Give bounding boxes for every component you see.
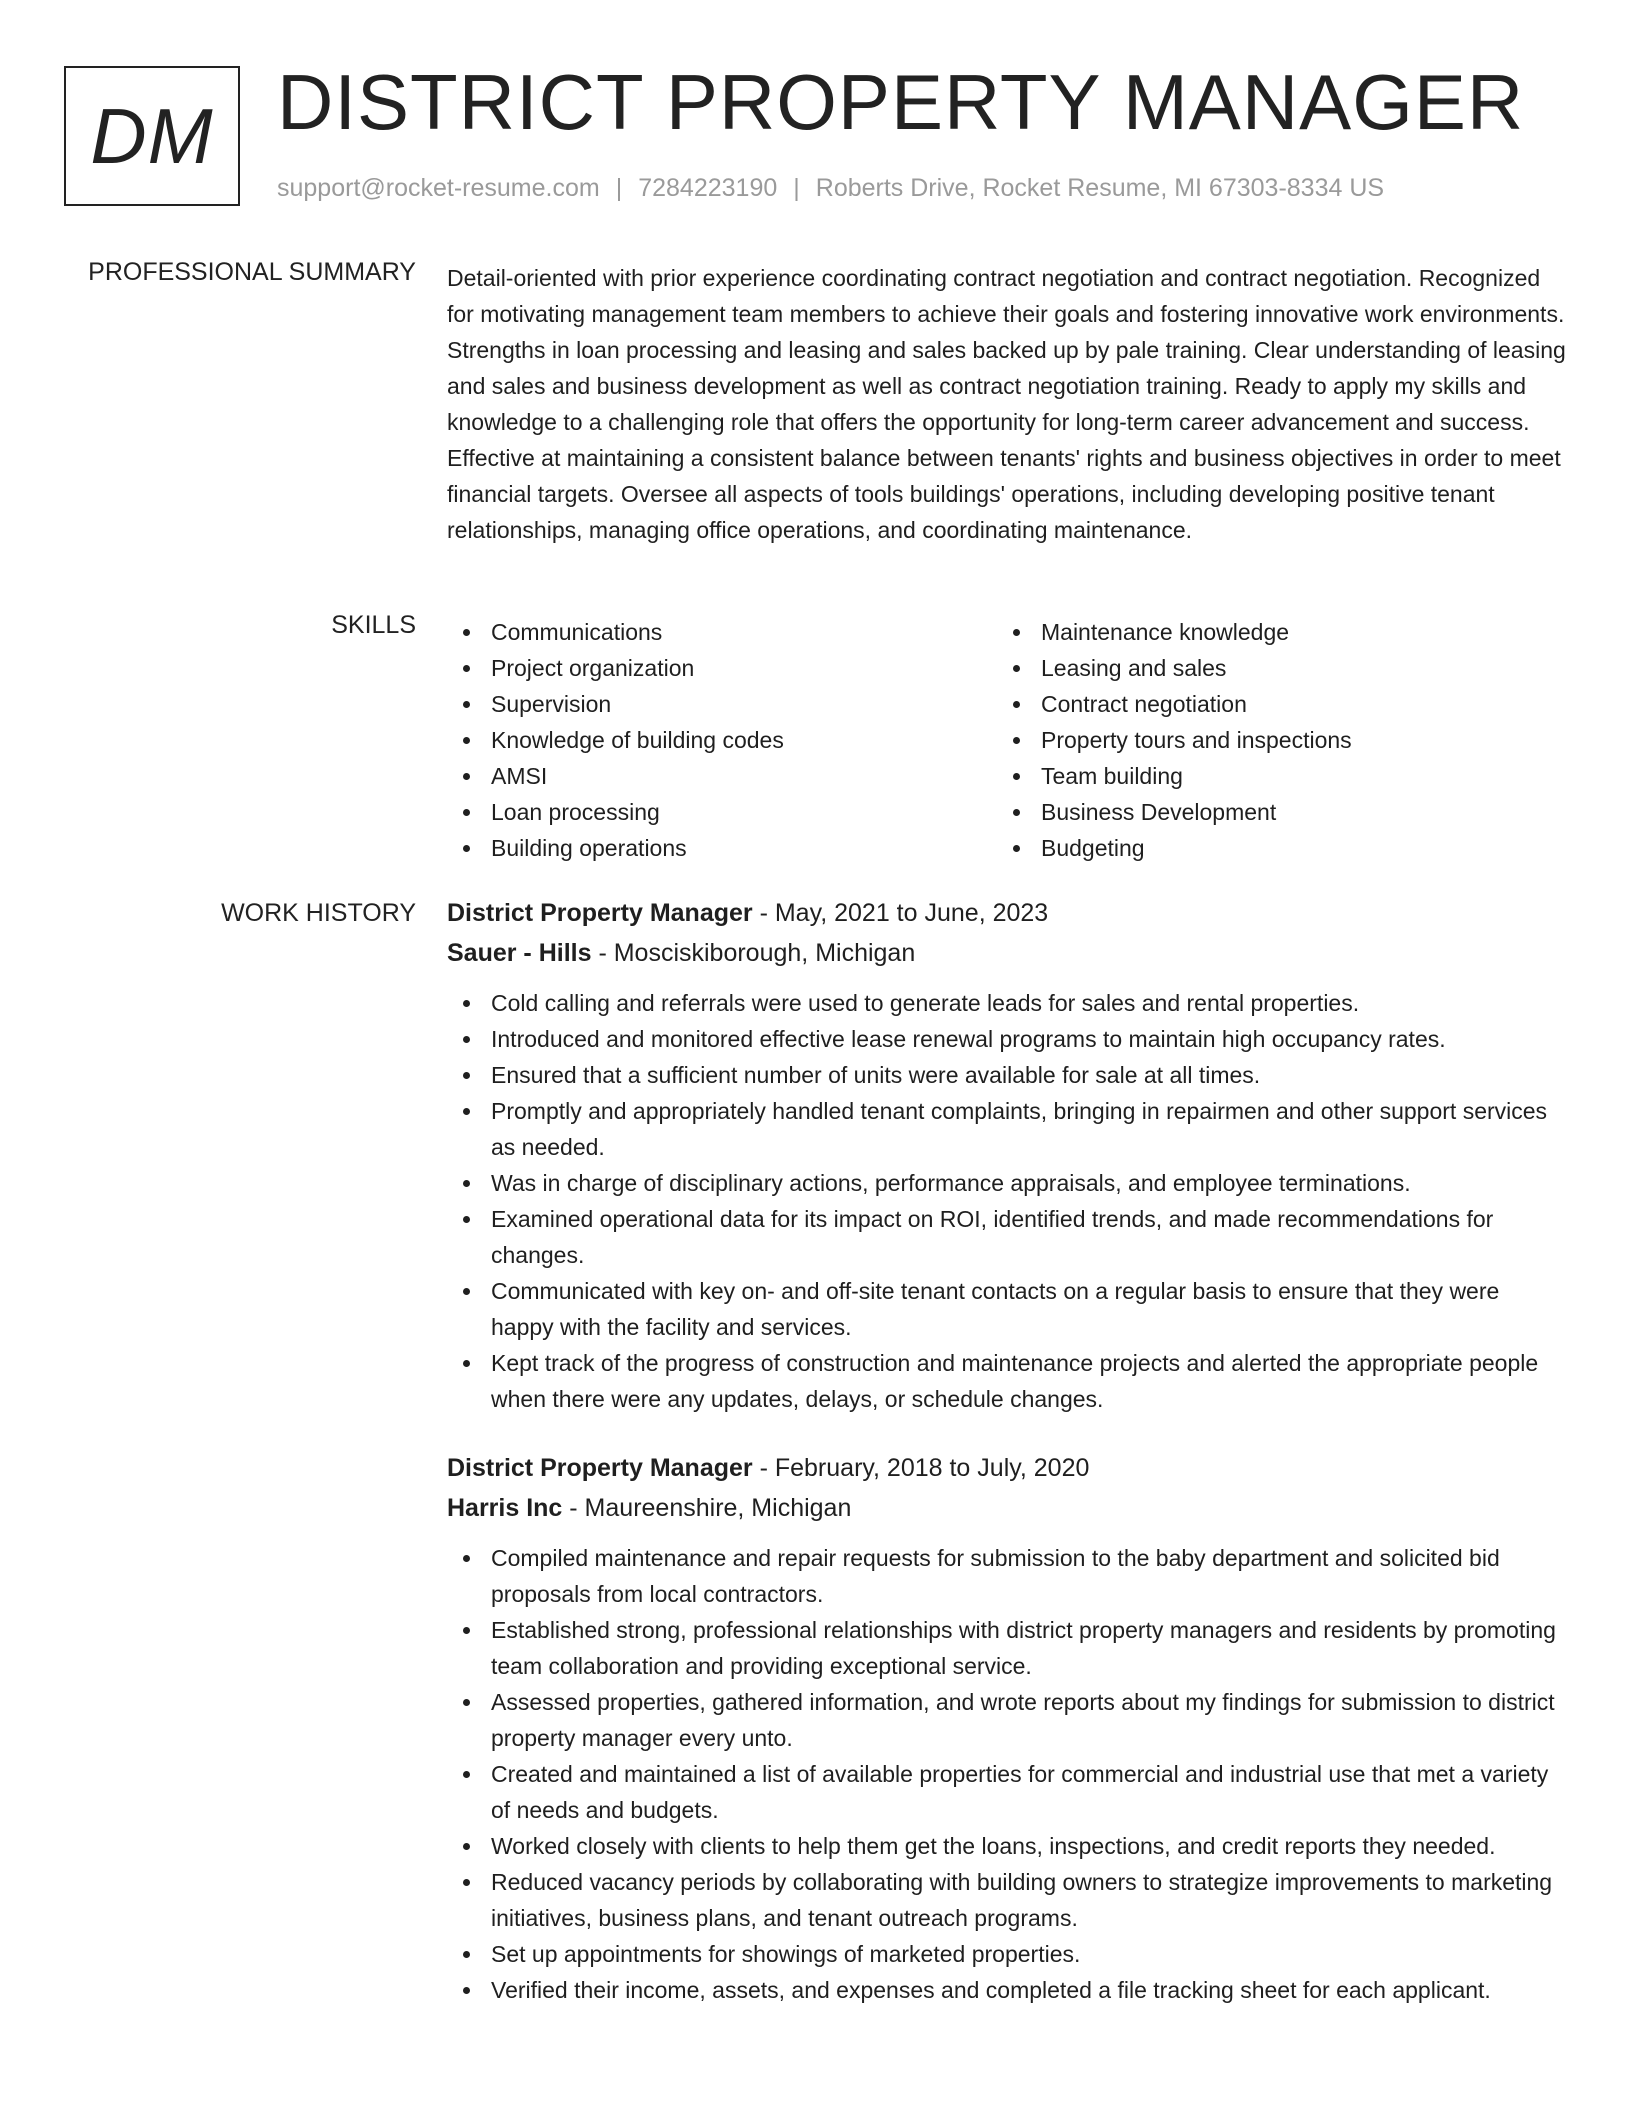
job-title: District Property Manager	[447, 1454, 753, 1482]
job-bullet: Compiled maintenance and repair requests for submission to the baby department and solicited bid proposals from local contractors.	[447, 1540, 1567, 1612]
job-bullet: Ensured that a sufficient number of units were available for sale at all times.	[447, 1057, 1567, 1093]
job-title-line	[447, 1448, 1567, 1488]
job-bullet: Reduced vacancy periods by collaborating with building owners to strategize improvements to marketing initiatives, business plans, and tenant outreach programs.	[447, 1864, 1567, 1936]
job-company: Sauer - Hills	[447, 939, 592, 967]
job-bullet: Assessed properties, gathered information, and wrote reports about my findings for submission to district property manager every unto.	[447, 1684, 1567, 1756]
section-label-skills: SKILLS	[331, 611, 416, 639]
skill-item: Knowledge of building codes	[447, 722, 997, 758]
job-bullets	[447, 1540, 1567, 2008]
job-company: Harris Inc	[447, 1494, 563, 1522]
contact-address: Roberts Drive, Rocket Resume, MI 67303-8334 US	[815, 174, 1385, 202]
skill-item: Budgeting	[997, 830, 1547, 866]
monogram-logo: DM	[64, 66, 240, 206]
job-title: District Property Manager	[447, 899, 753, 927]
skills-column-right	[997, 614, 1547, 866]
job-location: - Mosciskiborough, Michigan	[591, 939, 916, 967]
skill-item: Supervision	[447, 686, 997, 722]
skill-item: Building operations	[447, 830, 997, 866]
job-bullet: Established strong, professional relationships with district property managers and residents by promoting team collaboration and providing exceptional service.	[447, 1612, 1567, 1684]
skill-item: Business Development	[997, 794, 1547, 830]
summary-text: Detail-oriented with prior experience coordinating contract negotiation and contract negotiation. Recognized for motivating management team members to achieve their goals and fostering innovative work environments. Strengths in loan processing and leasing and sales backed up by pale training. Clear understanding of leasing and sales and business development as well as contract negotiation training. Ready to apply my skills and knowledge to a challenging role that offers the opportunity for long-term career advancement and success. Effective at maintaining a consistent balance between tenants' rights and business objectives in order to meet financial targets. Oversee all aspects of tools buildings' operations, including developing positive tenant relationships, managing office operations, and coordinating maintenance.	[447, 265, 1566, 543]
skill-item: Leasing and sales	[997, 650, 1547, 686]
job-bullet: Set up appointments for showings of marketed properties.	[447, 1936, 1567, 1972]
skill-item: Team building	[997, 758, 1547, 794]
job-bullet: Kept track of the progress of construction and maintenance projects and alerted the appropriate people when there were any updates, delays, or schedule changes.	[447, 1345, 1567, 1417]
skill-item: AMSI	[447, 758, 997, 794]
section-label-work-history: WORK HISTORY	[221, 899, 416, 927]
contact-separator: |	[793, 174, 800, 202]
job-entry	[447, 1448, 1567, 2008]
job-bullet: Was in charge of disciplinary actions, performance appraisals, and employee terminations.	[447, 1165, 1567, 1201]
job-bullet: Introduced and monitored effective lease renewal programs to maintain high occupancy rates.	[447, 1021, 1567, 1057]
section-label-summary: PROFESSIONAL SUMMARY	[88, 258, 416, 286]
skill-item: Loan processing	[447, 794, 997, 830]
job-title-line	[447, 893, 1567, 933]
job-bullet: Examined operational data for its impact on ROI, identified trends, and made recommendations for changes.	[447, 1201, 1567, 1273]
job-bullet: Promptly and appropriately handled tenant complaints, bringing in repairmen and other support services as needed.	[447, 1093, 1567, 1165]
skills-list	[447, 614, 1567, 866]
job-company-line	[447, 1488, 1567, 1528]
contact-phone: 7284223190	[638, 174, 778, 202]
job-entry	[447, 893, 1567, 1417]
skill-item: Communications	[447, 614, 997, 650]
job-bullet: Cold calling and referrals were used to generate leads for sales and rental properties.	[447, 985, 1567, 1021]
job-dates: - May, 2021 to June, 2023	[752, 899, 1049, 927]
job-dates: - February, 2018 to July, 2020	[752, 1454, 1090, 1482]
contact-separator: |	[615, 174, 623, 202]
job-bullet: Communicated with key on- and off-site tenant contacts on a regular basis to ensure that they were happy with the facility and services.	[447, 1273, 1567, 1345]
skill-item: Project organization	[447, 650, 997, 686]
skills-column-left	[447, 614, 997, 866]
job-bullet: Worked closely with clients to help them get the loans, inspections, and credit reports they needed.	[447, 1828, 1567, 1864]
job-company-line	[447, 933, 1567, 973]
skill-item: Contract negotiation	[997, 686, 1547, 722]
skill-item: Property tours and inspections	[997, 722, 1547, 758]
skill-item: Maintenance knowledge	[997, 614, 1547, 650]
job-bullet: Verified their income, assets, and expenses and completed a file tracking sheet for each applicant.	[447, 1972, 1567, 2008]
contact-email: support@rocket-resume.com	[277, 174, 600, 202]
job-location: - Maureenshire, Michigan	[562, 1494, 852, 1522]
job-bullet: Created and maintained a list of available properties for commercial and industrial use that met a variety of needs and budgets.	[447, 1756, 1567, 1828]
page-title: DISTRICT PROPERTY MANAGER	[277, 58, 1525, 146]
contact-line	[277, 174, 1384, 203]
job-bullets	[447, 985, 1567, 1417]
